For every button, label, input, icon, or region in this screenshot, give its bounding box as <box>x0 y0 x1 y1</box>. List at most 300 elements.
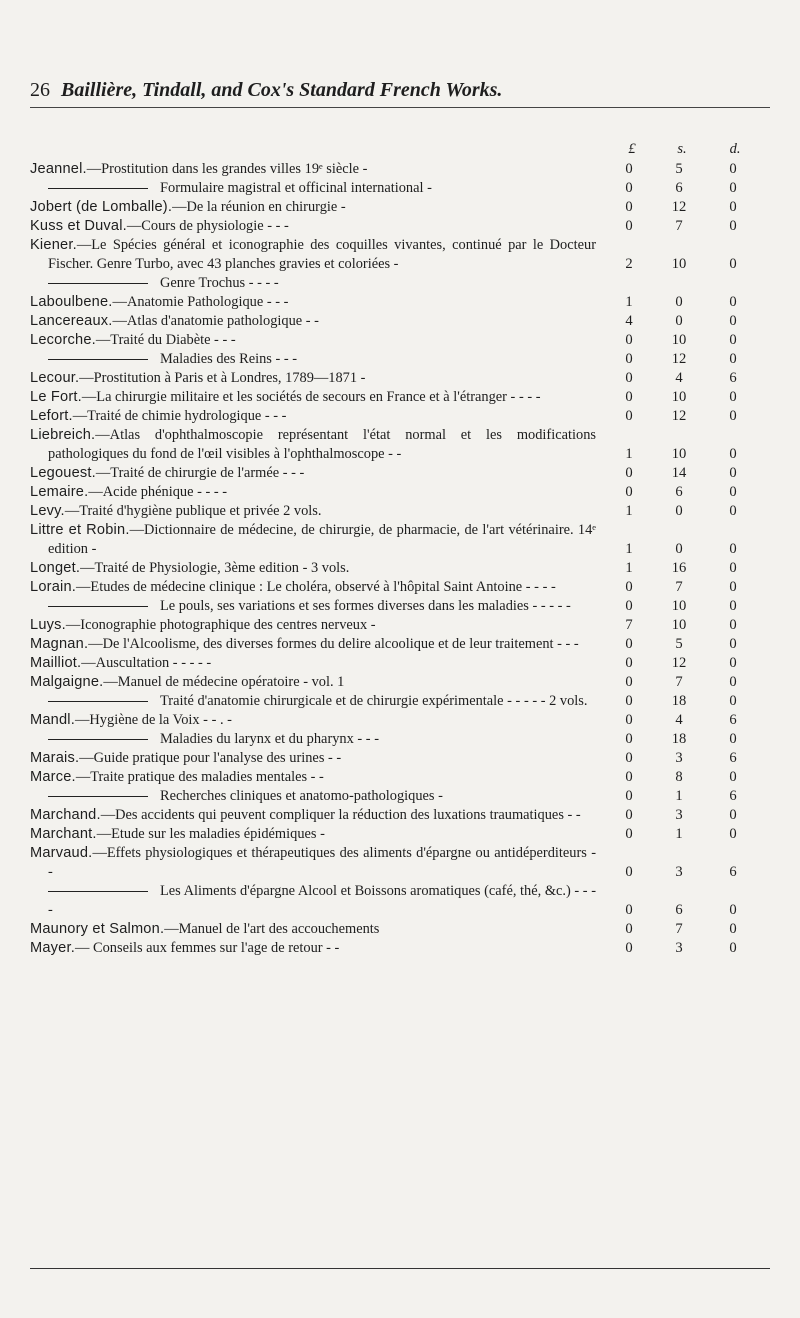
book-title: —Traité du Diabète - - - <box>95 332 236 348</box>
entry-text <box>30 559 596 578</box>
author-name: Legouest. <box>30 465 96 481</box>
entry-text <box>30 635 596 654</box>
book-title: —Traité de chirurgie de l'armée - - - <box>95 465 305 481</box>
price-pounds: 0 <box>625 180 633 196</box>
entry-text <box>30 407 596 426</box>
catalogue-entry <box>30 483 780 502</box>
price-pounds: 0 <box>625 408 633 424</box>
price-pounds: 0 <box>625 921 633 937</box>
price-shillings: 5 <box>675 636 683 652</box>
catalogue-entry <box>30 217 780 236</box>
price <box>596 635 766 654</box>
price-pence: 0 <box>729 351 737 367</box>
book-title: —De l'Alcoolisme, des diverses formes du delire alcoolique et de leur traitement - - - <box>88 636 579 652</box>
price-pence: 0 <box>729 769 737 785</box>
book-title: —De la réunion en chirurgie - <box>172 199 346 215</box>
ditto-rule <box>48 188 148 189</box>
price <box>596 445 766 464</box>
price <box>596 179 766 198</box>
catalogue-entry <box>30 597 780 616</box>
author-name: Mandl. <box>30 712 76 728</box>
book-title: —Prostitution dans les grandes villes 19ᵉ siècle - <box>86 161 368 177</box>
price-pence: 0 <box>729 921 737 937</box>
pounds-heading: £ <box>628 141 636 157</box>
entry-text <box>30 293 596 312</box>
price <box>596 502 766 521</box>
entry-text <box>30 673 596 692</box>
catalogue-entry <box>30 806 780 825</box>
price-shillings: 10 <box>671 617 687 633</box>
price-pounds: 1 <box>625 503 633 519</box>
catalogue-entry <box>30 692 780 711</box>
catalogue-entry <box>30 673 780 692</box>
price-pence: 0 <box>729 313 737 329</box>
book-title: —Le Spécies général et iconographie des coquilles vivantes, continué par le Docteur Fischer. Genre Turbo, avec 43 planches gravies et coloriées - <box>48 237 596 272</box>
price <box>596 312 766 331</box>
catalogue-entry <box>30 331 780 350</box>
price <box>596 863 766 882</box>
price-pounds: 0 <box>625 161 633 177</box>
entry-text <box>30 749 596 768</box>
price-shillings: 3 <box>675 750 683 766</box>
price-shillings: 12 <box>671 351 687 367</box>
entry-text <box>30 825 596 844</box>
ditto-rule <box>48 701 148 702</box>
entry-text <box>30 768 596 787</box>
price-pounds: 0 <box>625 902 633 918</box>
price <box>596 369 766 388</box>
book-title: Genre Trochus - - - - <box>160 275 279 291</box>
book-title: Maladies des Reins - - - <box>160 351 298 367</box>
price-pence: 0 <box>729 731 737 747</box>
author-name: Laboulbene. <box>30 294 113 310</box>
price-pence: 0 <box>729 256 737 272</box>
catalogue-entry <box>30 578 780 597</box>
entry-text <box>30 806 596 825</box>
price-pounds: 1 <box>625 560 633 576</box>
price-pence: 0 <box>729 446 737 462</box>
ditto-rule <box>48 739 148 740</box>
price-pounds: 0 <box>625 598 633 614</box>
book-title: —La chirurgie militaire et les sociétés de secours en France et à l'étranger - - - - <box>81 389 541 405</box>
price <box>596 578 766 597</box>
entry-text <box>30 939 596 958</box>
author-name: Levy. <box>30 503 65 519</box>
price-shillings: 0 <box>675 503 683 519</box>
catalogue-entry <box>30 787 780 806</box>
author-name: Lefort. <box>30 408 73 424</box>
ditto-rule <box>48 359 148 360</box>
catalogue-entry <box>30 407 780 426</box>
price <box>596 920 766 939</box>
price-shillings: 1 <box>675 826 683 842</box>
price-shillings: 10 <box>671 446 687 462</box>
catalogue-entry <box>30 768 780 787</box>
price-pounds: 1 <box>625 294 633 310</box>
book-title: —Guide pratique pour l'analyse des urines - - <box>79 750 342 766</box>
price-pounds: 0 <box>625 579 633 595</box>
price-shillings: 18 <box>671 731 687 747</box>
entry-text <box>30 236 596 274</box>
author-name: Marais. <box>30 750 80 766</box>
entry-text <box>30 483 596 502</box>
catalogue-entry <box>30 882 780 920</box>
price-shillings: 6 <box>675 484 683 500</box>
entry-text <box>30 388 596 407</box>
price-pounds: 0 <box>625 370 633 386</box>
price-shillings: 4 <box>675 712 683 728</box>
author-name: Le Fort. <box>30 389 82 405</box>
book-title: —Manuel de médecine opératoire - vol. 1 <box>103 674 345 690</box>
author-name: Lorain. <box>30 579 77 595</box>
entry-text <box>30 616 596 635</box>
book-title: Recherches cliniques et anatomo-pathologiques - <box>160 788 443 804</box>
ditto-rule <box>48 891 148 892</box>
price <box>596 711 766 730</box>
price-shillings: 3 <box>675 940 683 956</box>
book-title: Maladies du larynx et du pharynx - - - <box>160 731 379 747</box>
price-pounds: 0 <box>625 769 633 785</box>
header-rule <box>30 107 770 108</box>
price <box>596 274 766 293</box>
catalogue-entry <box>30 749 780 768</box>
price <box>596 692 766 711</box>
price-shillings: 0 <box>675 541 683 557</box>
book-title: Le pouls, ses variations et ses formes diverses dans les maladies - - - - - <box>160 598 571 614</box>
entry-text <box>30 692 596 711</box>
price-pounds: 0 <box>625 674 633 690</box>
price <box>596 806 766 825</box>
catalogue-entry <box>30 160 780 179</box>
price-shillings: 4 <box>675 370 683 386</box>
catalogue-entry <box>30 825 780 844</box>
price <box>596 597 766 616</box>
catalogue-entry <box>30 559 780 578</box>
price-pence: 0 <box>729 826 737 842</box>
author-name: Mayer. <box>30 940 75 956</box>
price-pence: 0 <box>729 598 737 614</box>
price-pounds: 0 <box>625 199 633 215</box>
author-name: Jobert (de Lomballe). <box>30 199 173 215</box>
pence-heading: d. <box>729 141 741 157</box>
author-name: Magnan. <box>30 636 89 652</box>
book-title: —Traité de Physiologie, 3ème edition - 3 vols. <box>80 560 350 576</box>
price <box>596 217 766 236</box>
author-name: Littre et Robin. <box>30 522 130 538</box>
entry-text <box>30 502 596 521</box>
book-title: —Hygiène de la Voix - - . - <box>75 712 232 728</box>
catalogue-entry <box>30 388 780 407</box>
book-title: —Etudes de médecine clinique : Le choléra, observé à l'hôpital Saint Antoine - - - - <box>76 579 556 595</box>
price-pounds: 0 <box>625 389 633 405</box>
price-pounds: 0 <box>625 636 633 652</box>
price-pence: 0 <box>729 389 737 405</box>
catalogue-entry <box>30 635 780 654</box>
catalogue-list <box>30 160 780 958</box>
price-pence: 0 <box>729 408 737 424</box>
price-shillings: 18 <box>671 693 687 709</box>
price-pounds: 0 <box>625 731 633 747</box>
book-title: —Acide phénique - - - - <box>88 484 228 500</box>
price-shillings: 10 <box>671 256 687 272</box>
entry-text <box>30 369 596 388</box>
price-pence: 0 <box>729 484 737 500</box>
book-title: —Traité d'hygiène publique et privée 2 vols. <box>64 503 322 519</box>
ditto-rule <box>48 283 148 284</box>
author-name: Lecorche. <box>30 332 96 348</box>
price-pounds: 0 <box>625 693 633 709</box>
entry-text <box>30 217 596 236</box>
entry-text <box>30 179 596 198</box>
entry-text <box>30 578 596 597</box>
price-pence: 0 <box>729 503 737 519</box>
price <box>596 331 766 350</box>
catalogue-entry <box>30 369 780 388</box>
price-shillings: 12 <box>671 655 687 671</box>
page-header <box>30 78 770 102</box>
price-pence: 0 <box>729 807 737 823</box>
catalogue-entry <box>30 426 780 464</box>
author-name: Maunory et Salmon. <box>30 921 165 937</box>
entry-text <box>30 350 596 369</box>
price <box>596 160 766 179</box>
catalogue-entry <box>30 844 780 882</box>
price-pence: 0 <box>729 693 737 709</box>
price-pence: 6 <box>729 370 737 386</box>
price <box>596 787 766 806</box>
price-shillings: 6 <box>675 180 683 196</box>
price-pence: 6 <box>729 864 737 880</box>
entry-text <box>30 331 596 350</box>
entry-text <box>30 426 596 464</box>
book-title: —Traité de chimie hydrologique - - - <box>72 408 287 424</box>
price-pence: 0 <box>729 655 737 671</box>
price-pounds: 0 <box>625 864 633 880</box>
price-pounds: 0 <box>625 826 633 842</box>
book-title: —Traite pratique des maladies mentales - - <box>75 769 324 785</box>
price-pence: 0 <box>729 541 737 557</box>
price-shillings: 7 <box>675 674 683 690</box>
price-pence: 0 <box>729 902 737 918</box>
entry-text <box>30 787 596 806</box>
price-shillings: 0 <box>675 313 683 329</box>
entry-text <box>30 464 596 483</box>
price-pounds: 0 <box>625 807 633 823</box>
author-name: Marce. <box>30 769 76 785</box>
price-shillings: 3 <box>675 807 683 823</box>
catalogue-entry <box>30 616 780 635</box>
price-shillings: 1 <box>675 788 683 804</box>
book-title: Traité d'anatomie chirurgicale et de chirurgie expérimentale - - - - - 2 vols. <box>160 693 588 709</box>
price-pounds: 0 <box>625 484 633 500</box>
price <box>596 749 766 768</box>
price-shillings: 7 <box>675 218 683 234</box>
book-title: —Prostitution à Paris et à Londres, 1789—1871 - <box>79 370 366 386</box>
price-pence: 0 <box>729 218 737 234</box>
book-title: —Manuel de l'art des accouchements <box>164 921 380 937</box>
catalogue-entry <box>30 730 780 749</box>
price <box>596 483 766 502</box>
entry-text <box>30 882 596 920</box>
price-pounds: 1 <box>625 446 633 462</box>
price-pounds: 0 <box>625 465 633 481</box>
catalogue-entry <box>30 198 780 217</box>
price-shillings: 10 <box>671 389 687 405</box>
price-shillings: 12 <box>671 408 687 424</box>
catalogue-entry <box>30 274 780 293</box>
entry-text <box>30 198 596 217</box>
price-pounds: 0 <box>625 351 633 367</box>
price-pence: 0 <box>729 332 737 348</box>
price <box>596 901 766 920</box>
price <box>596 293 766 312</box>
page-title: Baillière, Tindall, and Cox's Standard French Works. <box>61 79 503 101</box>
catalogue-entry <box>30 502 780 521</box>
price-pence: 6 <box>729 788 737 804</box>
book-title: —Iconographie photographique des centres nerveux - <box>65 617 376 633</box>
price-pence: 0 <box>729 940 737 956</box>
price <box>596 730 766 749</box>
ditto-rule <box>48 606 148 607</box>
book-title: — Conseils aux femmes sur l'age de retour - - <box>75 940 340 956</box>
price-pence: 0 <box>729 294 737 310</box>
catalogue-entry <box>30 179 780 198</box>
price <box>596 939 766 958</box>
price <box>596 255 766 274</box>
page-number: 26 <box>30 79 50 101</box>
book-title: —Effets physiologiques et thérapeutiques des aliments d'épargne ou antidéperditeurs - - <box>48 845 596 880</box>
price <box>596 654 766 673</box>
entry-text <box>30 521 596 559</box>
price <box>596 350 766 369</box>
price-pence: 0 <box>729 560 737 576</box>
book-title: —Anatomie Pathologique - - - <box>112 294 289 310</box>
price-shillings: 10 <box>671 598 687 614</box>
price-pounds: 0 <box>625 218 633 234</box>
book-title: —Des accidents qui peuvent compliquer la réduction des luxations traumatiques - - <box>100 807 581 823</box>
price-shillings: 6 <box>675 902 683 918</box>
entry-text <box>30 730 596 749</box>
book-title: Formulaire magistral et officinal international - <box>160 180 432 196</box>
price-pounds: 7 <box>625 617 633 633</box>
entry-text <box>30 844 596 882</box>
author-name: Longet. <box>30 560 81 576</box>
price-pence: 6 <box>729 750 737 766</box>
price-pence: 0 <box>729 161 737 177</box>
price-pounds: 1 <box>625 541 633 557</box>
footer-rule <box>30 1268 770 1269</box>
price <box>596 407 766 426</box>
price-shillings: 14 <box>671 465 687 481</box>
entry-text <box>30 160 596 179</box>
price-pounds: 0 <box>625 655 633 671</box>
book-title: —Dictionnaire de médecine, de chirurgie, de pharmacie, de l'art vétérinaire. 14ᵉ edition - <box>48 522 596 557</box>
price <box>596 198 766 217</box>
catalogue-entry <box>30 464 780 483</box>
author-name: Liebreich. <box>30 427 96 443</box>
catalogue-entry <box>30 293 780 312</box>
price-pounds: 0 <box>625 712 633 728</box>
catalogue-entry <box>30 920 780 939</box>
price-pence: 0 <box>729 465 737 481</box>
price <box>596 768 766 787</box>
shillings-heading: s. <box>677 141 687 157</box>
author-name: Malgaigne. <box>30 674 104 690</box>
price-pounds: 0 <box>625 332 633 348</box>
catalogue-entry <box>30 939 780 958</box>
price-shillings: 16 <box>671 560 687 576</box>
entry-text <box>30 597 596 616</box>
catalogue-entry <box>30 312 780 331</box>
price-shillings: 0 <box>675 294 683 310</box>
author-name: Marchand. <box>30 807 101 823</box>
price-shillings: 7 <box>675 579 683 595</box>
book-title: Les Aliments d'épargne Alcool et Boissons aromatiques (café, thé, &c.) - - - - <box>48 883 596 918</box>
price <box>596 673 766 692</box>
entry-text <box>30 312 596 331</box>
book-title: —Atlas d'anatomie pathologique - - <box>112 313 319 329</box>
author-name: Luys. <box>30 617 66 633</box>
price-pence: 0 <box>729 199 737 215</box>
price-pence: 0 <box>729 180 737 196</box>
price <box>596 559 766 578</box>
book-title: —Etude sur les maladies épidémiques - <box>96 826 325 842</box>
price-shillings: 3 <box>675 864 683 880</box>
book-title: —Auscultation - - - - - <box>81 655 212 671</box>
price-column-headings <box>622 141 772 161</box>
book-title: —Cours de physiologie - - - <box>126 218 289 234</box>
ditto-rule <box>48 796 148 797</box>
catalogue-entry <box>30 711 780 730</box>
entry-text <box>30 274 596 293</box>
price <box>596 616 766 635</box>
author-name: Lemaire. <box>30 484 89 500</box>
catalogue-entry <box>30 521 780 559</box>
author-name: Marchant. <box>30 826 97 842</box>
price-pounds: 2 <box>625 256 633 272</box>
price-pounds: 4 <box>625 313 633 329</box>
price-pounds: 0 <box>625 750 633 766</box>
author-name: Lancereaux. <box>30 313 113 329</box>
author-name: Marvaud. <box>30 845 93 861</box>
price <box>596 825 766 844</box>
catalogue-entry <box>30 236 780 274</box>
author-name: Jeannel. <box>30 161 87 177</box>
catalogue-entry <box>30 654 780 673</box>
price-pence: 0 <box>729 674 737 690</box>
price-pounds: 0 <box>625 940 633 956</box>
author-name: Lecour. <box>30 370 80 386</box>
author-name: Mailliot. <box>30 655 82 671</box>
entry-text <box>30 920 596 939</box>
author-name: Kiener. <box>30 237 77 253</box>
author-name: Kuss et Duval. <box>30 218 127 234</box>
catalogue-entry <box>30 350 780 369</box>
price-shillings: 7 <box>675 921 683 937</box>
entry-text <box>30 711 596 730</box>
price-pence: 0 <box>729 617 737 633</box>
price-pounds: 0 <box>625 788 633 804</box>
entry-text <box>30 654 596 673</box>
price-pence: 0 <box>729 636 737 652</box>
price-shillings: 5 <box>675 161 683 177</box>
price-shillings: 10 <box>671 332 687 348</box>
price-shillings: 12 <box>671 199 687 215</box>
price-pence: 6 <box>729 712 737 728</box>
price-pence: 0 <box>729 579 737 595</box>
price-shillings: 8 <box>675 769 683 785</box>
price <box>596 464 766 483</box>
